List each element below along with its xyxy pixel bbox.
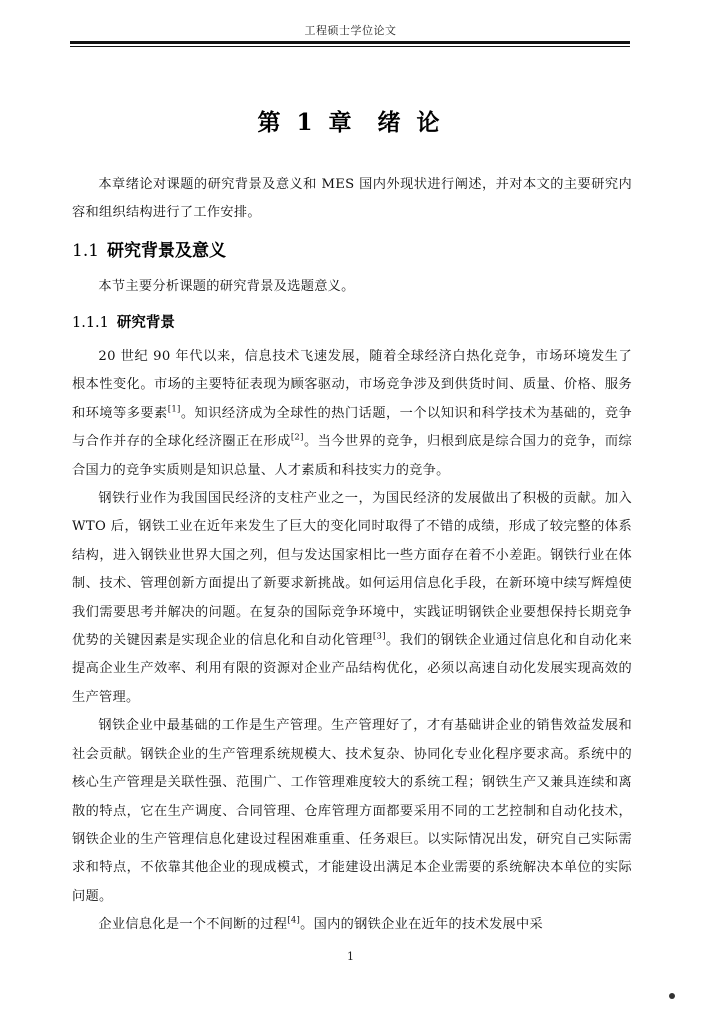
subsection-heading: [72, 311, 175, 332]
chapter-intro: [72, 171, 632, 228]
p1-text-c: 。当今世界的竞争，归根到底是综合国力的竞争，而综合国力的竞争实质则是知识总量、人才素质和科技实力的竞争。: [72, 434, 632, 478]
p2-text-b: 。我们的钢铁企业通过信息化和自动化来提高企业生产效率、利用有限的资源对企业产品结构优化，必须以高速自动化发展实现高效的生产管理。: [72, 633, 632, 705]
body-paragraph-3: 钢铁企业中最基础的工作是生产管理。生产管理好了，才有基础讲企业的销售效益发展和社会贡献。钢铁企业的生产管理系统规模大、技术复杂、协同化专业化程序要求高。系统中的核心生产管理是关联性强、范围广、工作管理难度较大的系统工程；钢铁生产又兼具连续和离散的特点，它在生产调度、合同管理、仓库管理方面都要采用不同的工艺控制和自动化技术，钢铁企业的生产管理信息化建设过程困难重重、任务艰巨。以实际情况出发，研究自己实际需求和特点，不依靠其他企业的现成模式，才能建设出满足本企业需要的系统解决本单位的实际问题。: [72, 718, 632, 904]
p1-text-a: 20 世纪 90 年代以来，信息技术飞速发展，随着全球经济白热化竞争，市场环境发生了根本性变化。市场的主要特征表现为顾客驱动，市场竞争涉及到供货时间、质量、价格、服务和环境等多要素: [72, 349, 632, 421]
body-paragraph-1: [72, 343, 632, 485]
page-number: 1: [347, 950, 354, 963]
p4-text-b: 。国内的钢铁企业在近年的技术发展中采: [300, 917, 543, 933]
body-paragraph-4: [72, 911, 632, 939]
p1-text-b: 。知识经济成为全球性的热门话题，一个以知识和科学技术为基础的，竞争与合作并存的全球化经济圈正在形成: [72, 405, 632, 450]
subsection-number: 1.1.1: [72, 315, 109, 331]
section-heading: [72, 236, 226, 261]
p2-text-a: 钢铁行业作为我国国民经济的支柱产业之一，为国民经济的发展做出了积极的贡献。加入 WTO 后，钢铁工业在近年来发生了巨大的变化同时取得了不错的成绩，形成了较完整的体系结构，进入钢铁业世界大国之列，但与发达国家相比一些方面存在着不小差距。钢铁行业在体制、技术、管理创新方面提出了新要求新挑战。如何运用信息化手段，在新环境中续写辉煌使我们需要思考并解决的问题。在复杂的国际竞争环境中，实践证明钢铁企业要想保持长期竞争优势的关键因素是实现企业的信息化和自动化管理: [72, 491, 632, 649]
running-header: 工程硕士学位论文: [304, 24, 397, 37]
citation-3: [3]: [372, 631, 386, 642]
header-rule-thick: [70, 41, 630, 44]
p4-text-a: 企业信息化是一个不间断的过程: [98, 917, 288, 933]
chapter-name: 绪 论: [377, 109, 444, 136]
citation-1: [1]: [167, 404, 181, 415]
intro-paragraph: 本章绪论对课题的研究背景及意义和 MES 国内外现状进行阐述，并对本文的主要研究内容和组织结构进行了工作安排。: [72, 177, 632, 221]
citation-4: [4]: [287, 915, 301, 926]
section-intro: [72, 273, 632, 301]
section-number: 1.1: [72, 241, 100, 261]
section-title: 研究背景及意义: [107, 241, 227, 261]
chapter-title: [0, 104, 701, 137]
header-rule-thin: [70, 46, 630, 47]
chapter-number: 第 1 章: [257, 109, 356, 136]
subsection-title: 研究背景: [116, 314, 175, 331]
scan-corner-mark: [669, 993, 675, 999]
citation-2: [2]: [290, 432, 304, 443]
main-body: [72, 343, 632, 940]
body-paragraph-2: [72, 485, 632, 712]
section-intro-paragraph: 本节主要分析课题的研究背景及选题意义。: [98, 279, 355, 294]
